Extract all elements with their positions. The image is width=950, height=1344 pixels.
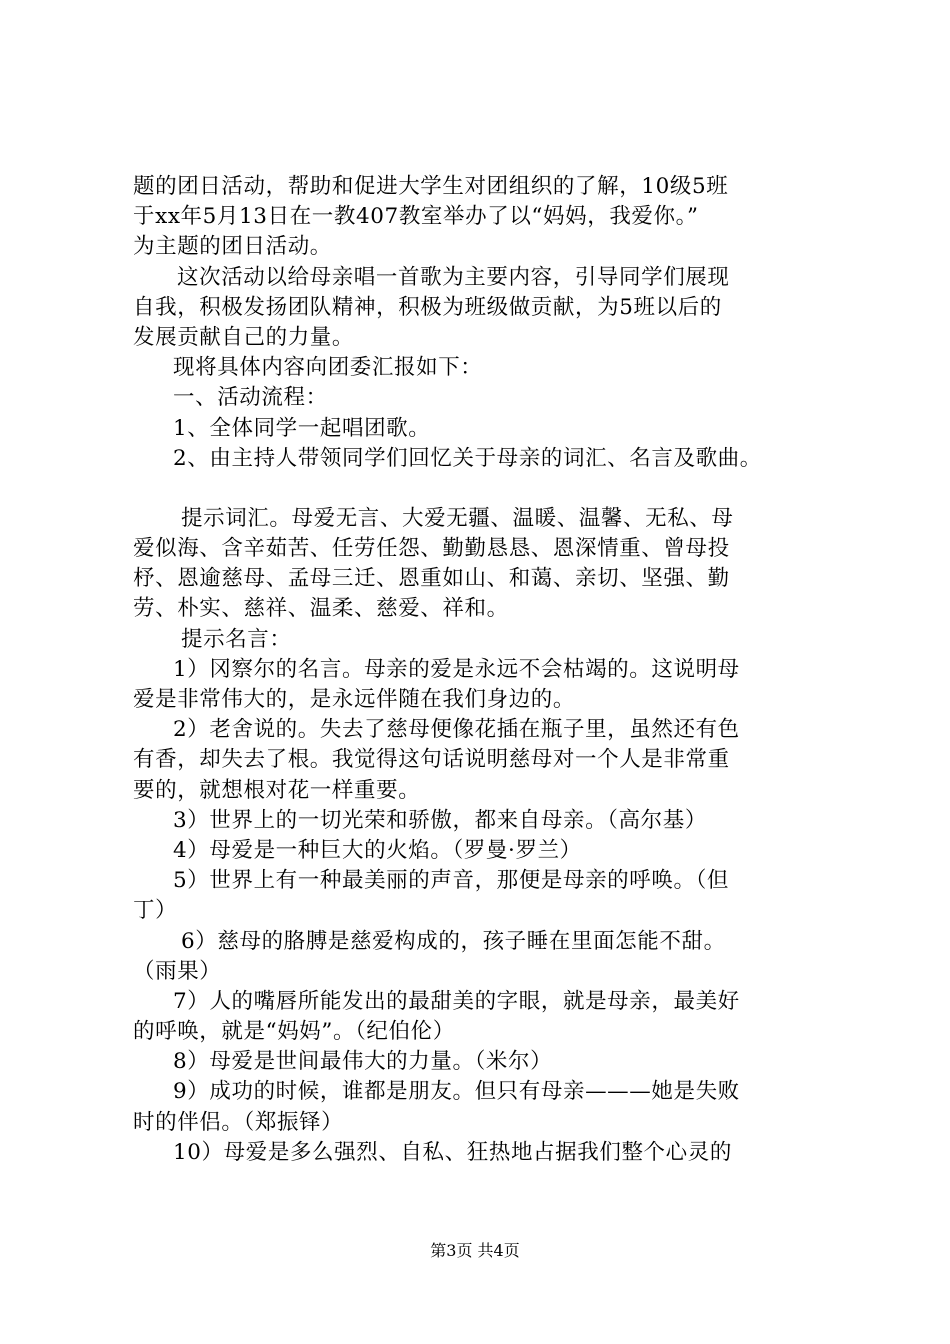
quote-item: 4）母爱是一种巨大的火焰。（罗曼·罗兰） — [173, 837, 582, 863]
document-body — [133, 172, 838, 1168]
text-line: 发展贡献自己的力量。 — [133, 324, 355, 350]
text-line: 提示词汇。母爱无言、大爱无疆、温暖、温馨、无私、母 — [181, 505, 734, 531]
quote-item: 10）母爱是多么强烈、自私、狂热地占据我们整个心灵的 — [173, 1139, 732, 1165]
text-line: 的呼唤，就是“妈妈”。（纪伯伦） — [133, 1019, 455, 1045]
text-line: 提示名言： — [181, 626, 292, 652]
page-number-footer: 第3页 共4页 — [430, 1241, 520, 1260]
text-line: 杼、恩逾慈母、孟母三迁、恩重如山、和蔼、亲切、坚强、勤 — [133, 566, 730, 592]
text-line: 丁） — [133, 898, 178, 924]
text-line: 题的团日活动，帮助和促进大学生对团组织的了解，10级5班 — [133, 174, 729, 199]
quote-item: 1）冈察尔的名言。母亲的爱是永远不会枯竭的。这说明母 — [173, 656, 740, 682]
text-line: 爱似海、含辛茹苦、任劳任怨、勤勤恳恳、恩深情重、曾母投 — [133, 536, 730, 562]
text-line: 劳、朴实、慈祥、温柔、慈爱、祥和。 — [133, 596, 509, 622]
quote-item: 2）老舍说的。失去了慈母便像花插在瓶子里，虽然还有色 — [173, 717, 740, 743]
quote-item: 5）世界上有一种最美丽的声音，那便是母亲的呼唤。（但 — [173, 868, 730, 894]
text-line: 现将具体内容向团委汇报如下： — [173, 355, 483, 381]
list-item: 1、全体同学一起唱团歌。 — [173, 415, 431, 441]
text-line: 爱是非常伟大的，是永远伴随在我们身边的。 — [133, 687, 576, 712]
text-line: （雨果） — [133, 958, 222, 984]
quote-item: 8）母爱是世间最伟大的力量。（米尔） — [173, 1049, 553, 1075]
text-line: 有香，却失去了根。我觉得这句话说明慈母对一个人是非常重 — [133, 747, 730, 773]
quote-item: 9）成功的时候，谁都是朋友。但只有母亲———她是失败 — [173, 1079, 740, 1105]
section-heading: 一、活动流程： — [173, 385, 328, 411]
text-line: 自我，积极发扬团队精神，积极为班级做贡献，为5班以后的 — [133, 294, 722, 320]
list-item: 2、由主持人带领同学们回忆关于母亲的词汇、名言及歌曲。 — [173, 445, 762, 471]
text-line: 这次活动以给母亲唱一首歌为主要内容，引导同学们展现 — [177, 264, 730, 290]
text-line: 于xx年5月13日在一教407教室举办了以“妈妈，我爱你。” — [133, 204, 699, 230]
quote-item: 3）世界上的一切光荣和骄傲，都来自母亲。（高尔基） — [173, 807, 707, 833]
text-line: 时的伴侣。（郑振铎） — [133, 1109, 344, 1135]
paragraph-gap — [133, 474, 838, 504]
quote-item: 7）人的嘴唇所能发出的最甜美的字眼，就是母亲，最美好 — [173, 988, 740, 1014]
text-line: 为主题的团日活动。 — [133, 234, 332, 260]
text-line: 要的，就想根对花一样重要。 — [133, 777, 421, 803]
quote-item: 6）慈母的胳膊是慈爱构成的，孩子睡在里面怎能不甜。 — [181, 928, 726, 954]
